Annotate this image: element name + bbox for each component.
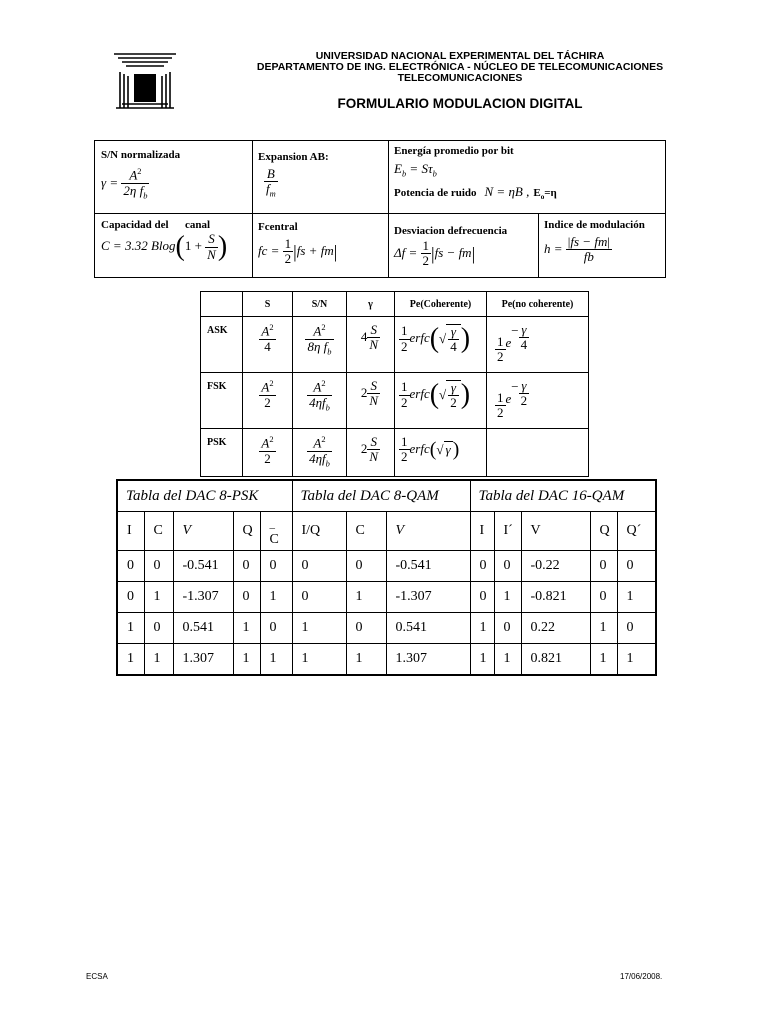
- row-label: PSK: [201, 429, 243, 477]
- dac-cell: 1: [260, 644, 292, 676]
- dac-cell: 0: [470, 582, 494, 613]
- gamma-sym: γ: [450, 379, 456, 395]
- dac-header-cell: [386, 512, 470, 551]
- dac-8qam-title: Tabla del DAC 8-QAM: [292, 480, 470, 512]
- a-exp: 2: [321, 434, 326, 444]
- nc-den: 2: [520, 393, 528, 409]
- erfc-sym: erfc: [409, 329, 430, 345]
- dac-cell: 0: [233, 551, 260, 582]
- sn-num-exp: 2: [137, 166, 142, 176]
- dac-row: [117, 551, 656, 582]
- a-exp: 2: [269, 378, 274, 388]
- dac-cell: 1: [144, 582, 173, 613]
- row-label: ASK: [201, 317, 243, 373]
- dac-cell: 1: [494, 644, 521, 676]
- noise-power-eq: N = ηB ,: [484, 183, 530, 199]
- e-sym: e: [505, 390, 512, 406]
- dac-cell: 0.821: [521, 644, 590, 676]
- dac-cell: 1: [617, 644, 656, 676]
- s-cell: [243, 317, 293, 373]
- a-sym: A: [261, 435, 270, 451]
- sn-den: 2η f: [123, 182, 144, 198]
- dac-cell: -0.821: [521, 582, 590, 613]
- header-s: S: [243, 292, 293, 317]
- gamma-cell: [347, 317, 395, 373]
- dac-cell: 1: [346, 644, 386, 676]
- dac-cell: 0: [617, 551, 656, 582]
- dac-cell: 0: [346, 613, 386, 644]
- dac-table: [116, 479, 657, 676]
- dac-cell: 1.307: [386, 644, 470, 676]
- pe-noncoherent-cell: [487, 317, 589, 373]
- dac-cell: 1: [144, 644, 173, 676]
- header-empty: [201, 292, 243, 317]
- half-den: 2: [401, 394, 408, 410]
- a-sym: A: [313, 379, 322, 395]
- half-num: 1: [401, 323, 408, 339]
- sn-sub: b: [325, 402, 330, 413]
- formula-box: [94, 140, 666, 278]
- dac-cell: 0: [292, 551, 346, 582]
- sn-den: 8η f: [307, 338, 328, 354]
- minus-sym: −: [511, 323, 519, 338]
- a-sym: A: [313, 323, 322, 339]
- pe-noncoherent-cell: [487, 429, 589, 477]
- s-den: 2: [264, 394, 271, 410]
- e-sym: e: [505, 334, 512, 350]
- gamma-sym: γ: [445, 442, 451, 458]
- expansion-num: B: [266, 166, 275, 181]
- dac-header-cell: [346, 512, 386, 551]
- dac-header-cell: [470, 512, 494, 551]
- half-den: 2: [497, 405, 504, 421]
- sn-num: A: [129, 167, 138, 183]
- half-den: 2: [401, 338, 408, 354]
- dac-header-text: V: [395, 523, 405, 538]
- dac-header-text: Q´: [626, 523, 642, 538]
- fc-den: 2: [284, 251, 292, 267]
- energy-label: Energía promedio por bit: [394, 145, 514, 157]
- gamma-cell: [347, 373, 395, 429]
- expansion-ab-label: Expansion AB:: [258, 151, 329, 163]
- dac-header-text: V: [530, 523, 541, 538]
- dac-header-text: – C: [270, 532, 279, 548]
- fc-lhs: fc =: [258, 242, 280, 258]
- dac-header-row: [117, 512, 656, 551]
- dac-row: [117, 613, 656, 644]
- dac-row: [117, 582, 656, 613]
- energy-eq: = Sτ: [409, 161, 433, 176]
- half-num: 1: [401, 434, 408, 449]
- header-pe-coherent: Pe(Coherente): [395, 292, 487, 317]
- pe-coherent-cell: $\frac{1}{2}$ erfc(√ $\frac{\gamma}{2}$ ): [395, 373, 487, 429]
- dac-cell: 0: [292, 582, 346, 613]
- n-sym: N: [369, 449, 379, 465]
- s-den: 2: [264, 450, 271, 466]
- sn-normalized-cell: [101, 149, 251, 201]
- dac-cell: 0: [260, 613, 292, 644]
- half-num: 1: [401, 379, 408, 395]
- pc-den: 2: [450, 395, 457, 410]
- dac-cell: 1: [233, 613, 260, 644]
- dac-header-text: C: [355, 523, 365, 538]
- pe-noncoherent-cell: [487, 373, 589, 429]
- dac-row: [117, 644, 656, 676]
- dac-cell: -0.541: [386, 551, 470, 582]
- gamma-coef: 4: [360, 328, 368, 344]
- sn-sub: b: [327, 346, 332, 357]
- dac-header-text: I: [479, 523, 485, 538]
- fc-abs: fs + fm: [296, 242, 334, 258]
- dac-header-cell: [144, 512, 173, 551]
- dac-cell: 0.541: [173, 613, 233, 644]
- dac-cell: 1: [470, 644, 494, 676]
- footer-author: ECSA: [86, 972, 108, 981]
- minus-sym: −: [511, 379, 519, 394]
- dac-header-cell: [494, 512, 521, 551]
- dac-16qam-title: Tabla del DAC 16-QAM: [470, 480, 656, 512]
- sn-den-sub: b: [143, 190, 148, 201]
- dac-header-cell: [590, 512, 617, 551]
- dac-titles-row: [117, 480, 656, 512]
- dac-cell: 1: [590, 644, 617, 676]
- modulation-row-ask: [201, 317, 589, 373]
- a-exp: 2: [321, 378, 326, 388]
- dac-header-cell: [521, 512, 590, 551]
- dac-cell: 0: [494, 613, 521, 644]
- gamma-coef: 2: [360, 384, 368, 400]
- pe-coherent-cell: $\frac{1}{2}$ erfc(√ $\frac{\gamma}{4}$ ): [395, 317, 487, 373]
- center-frequency-label: Fcentral: [258, 221, 298, 233]
- erfc-sym: erfc: [409, 385, 430, 401]
- noise-power-label: Potencia de ruido: [394, 186, 477, 199]
- dac-cell: 1: [117, 644, 144, 676]
- energy-tau-sub: b: [432, 168, 437, 179]
- a-sym: A: [313, 435, 322, 451]
- eo-symbol: E: [533, 186, 541, 199]
- capacity-lhs: C = 3.32 Blog: [101, 237, 176, 253]
- modulation-row-psk: [201, 429, 589, 477]
- sn-cell: [293, 373, 347, 429]
- dac-cell: 0: [144, 613, 173, 644]
- sn-cell: [293, 317, 347, 373]
- nc-den: 4: [520, 337, 528, 353]
- header-gamma: γ: [347, 292, 395, 317]
- dac-cell: 0: [346, 551, 386, 582]
- dac-cell: 0: [260, 551, 292, 582]
- s-sym: S: [370, 434, 377, 449]
- n-sym: N: [369, 337, 379, 353]
- df-abs: fs − fm: [434, 244, 472, 260]
- dac-cell: 0: [494, 551, 521, 582]
- header-sn: S/N: [293, 292, 347, 317]
- a-sym: A: [261, 323, 270, 339]
- dac-header-text: C: [153, 523, 163, 538]
- half-den: 2: [401, 449, 408, 465]
- sn-den: 4ηf: [309, 450, 326, 466]
- dac-cell: 1: [470, 613, 494, 644]
- dac-header-text: Q: [599, 523, 610, 538]
- a-sym: A: [261, 379, 270, 395]
- modulation-index-cell: Indice de modulación h = $\frac{|fs - fm|}{fb}$: [544, 219, 664, 265]
- capacity-num: S: [208, 231, 215, 247]
- dac-cell: 1: [617, 582, 656, 613]
- frequency-deviation-cell: Desviacion defrecuencia Δf = $\frac{1}{2}$ |fs − fm|: [394, 225, 538, 269]
- df-num: 1: [422, 238, 430, 253]
- university-logo-icon: [112, 50, 178, 112]
- modulation-table: [200, 291, 589, 477]
- fc-num: 1: [284, 236, 292, 251]
- dac-cell: 0: [470, 551, 494, 582]
- sn-den: 4ηf: [309, 394, 326, 410]
- dac-header-text: I: [127, 523, 132, 538]
- header-pe-noncoherent: Pe(no coherente): [487, 292, 589, 317]
- sn-lhs: γ =: [101, 174, 119, 190]
- eo-eq: =η: [544, 186, 557, 199]
- half-num: 1: [497, 390, 504, 405]
- dac-cell: 1: [233, 644, 260, 676]
- dac-cell: 1: [260, 582, 292, 613]
- s-sym: S: [370, 378, 377, 393]
- h-den: fb: [583, 249, 594, 265]
- frequency-deviation-label: Desviacion defrecuencia: [394, 225, 508, 237]
- university-name: UNIVERSIDAD NACIONAL EXPERIMENTAL DEL TÁCHIRA: [315, 50, 605, 62]
- s-cell: [243, 429, 293, 477]
- energy-cell: Energía promedio por bit $E_b = S\tau_b$ Potencia de ruido N = ηB , $E_o=\eta$: [394, 145, 664, 201]
- department-name: DEPARTAMENTO DE ING. ELECTRÓNICA - NÚCLEO DE TELECOMUNICACIONES: [256, 61, 664, 73]
- dac-cell: -1.307: [386, 582, 470, 613]
- gamma-sym: γ: [521, 378, 527, 393]
- df-lhs: Δf =: [394, 244, 418, 260]
- dac-cell: 0: [590, 551, 617, 582]
- center-frequency-cell: Fcentral fc = $\frac{1}{2}$ |fs + fm|: [258, 221, 386, 267]
- gamma-coef: 2: [360, 440, 368, 456]
- dac-header-cell: [117, 512, 144, 551]
- dac-cell: -0.22: [521, 551, 590, 582]
- dac-cell: 0: [117, 582, 144, 613]
- modulation-table-header: [201, 292, 589, 317]
- dac-header-text: Q: [242, 523, 253, 538]
- dac-cell: 0: [590, 582, 617, 613]
- h-lhs: h =: [544, 240, 563, 256]
- channel-capacity-cell: Capacidad del canal C = 3.32 Blog(1 + $\frac{S}{N}$ ): [101, 219, 251, 263]
- modulation-index-label: Indice de modulación: [544, 219, 645, 231]
- channel-capacity-label: Capacidad del canal: [101, 219, 211, 231]
- dac-8psk-title: Tabla del DAC 8-PSK: [117, 480, 292, 512]
- dac-header-text: V: [182, 523, 192, 538]
- s-den: 4: [264, 338, 271, 354]
- dac-cell: 0.541: [386, 613, 470, 644]
- dac-cell: 0: [233, 582, 260, 613]
- dac-cell: 0: [617, 613, 656, 644]
- energy-sub: b: [401, 168, 407, 179]
- dac-header-cell: [260, 512, 292, 551]
- dac-header-cell: [617, 512, 656, 551]
- footer-date: 17/06/2008.: [620, 972, 663, 981]
- erfc-sym: erfc: [409, 440, 430, 456]
- expansion-ab-cell: Expansion AB: $\frac{B}{f_m}$: [258, 151, 386, 199]
- a-exp: 2: [269, 434, 274, 444]
- dac-cell: 1: [117, 613, 144, 644]
- pc-den: 4: [450, 339, 457, 354]
- n-sym: N: [369, 393, 379, 409]
- dac-cell: -0.541: [173, 551, 233, 582]
- dac-cell: 0: [117, 551, 144, 582]
- row-label: FSK: [201, 373, 243, 429]
- h-num: fs − fm: [570, 234, 608, 249]
- df-den: 2: [422, 253, 430, 269]
- dac-header-text: I´: [503, 523, 513, 538]
- dac-cell: 1.307: [173, 644, 233, 676]
- page-title: FORMULARIO MODULACION DIGITAL: [337, 96, 583, 111]
- dac-header-cell: [173, 512, 233, 551]
- s-cell: [243, 373, 293, 429]
- dac-cell: 1: [292, 613, 346, 644]
- modulation-row-fsk: [201, 373, 589, 429]
- subject-name: TELECOMUNICACIONES: [397, 72, 523, 84]
- dac-cell: -1.307: [173, 582, 233, 613]
- half-num: 1: [497, 334, 504, 349]
- sn-cell: [293, 429, 347, 477]
- dac-cell: 1: [590, 613, 617, 644]
- dac-cell: 0.22: [521, 613, 590, 644]
- gamma-cell: [347, 429, 395, 477]
- gamma-sym: γ: [450, 323, 456, 339]
- dac-cell: 1: [292, 644, 346, 676]
- dac-header-cell: [233, 512, 260, 551]
- dac-cell: 0: [144, 551, 173, 582]
- dac-cell: 1: [346, 582, 386, 613]
- sn-normalized-label: S/N normalizada: [101, 149, 181, 161]
- capacity-den: N: [207, 246, 216, 262]
- a-exp: 2: [269, 322, 274, 332]
- dac-cell: 1: [494, 582, 521, 613]
- a-exp: 2: [321, 322, 326, 332]
- expansion-den: f: [266, 181, 270, 197]
- gamma-sym: γ: [521, 322, 527, 337]
- dac-header-cell: [292, 512, 346, 551]
- capacity-one-plus: 1 +: [184, 237, 202, 253]
- half-den: 2: [497, 349, 504, 365]
- pe-coherent-cell: $\frac{1}{2}$ erfc(√ γ ): [395, 429, 487, 477]
- sn-sub: b: [325, 458, 330, 469]
- dac-header-text: I/Q: [301, 523, 321, 538]
- s-sym: S: [370, 322, 377, 337]
